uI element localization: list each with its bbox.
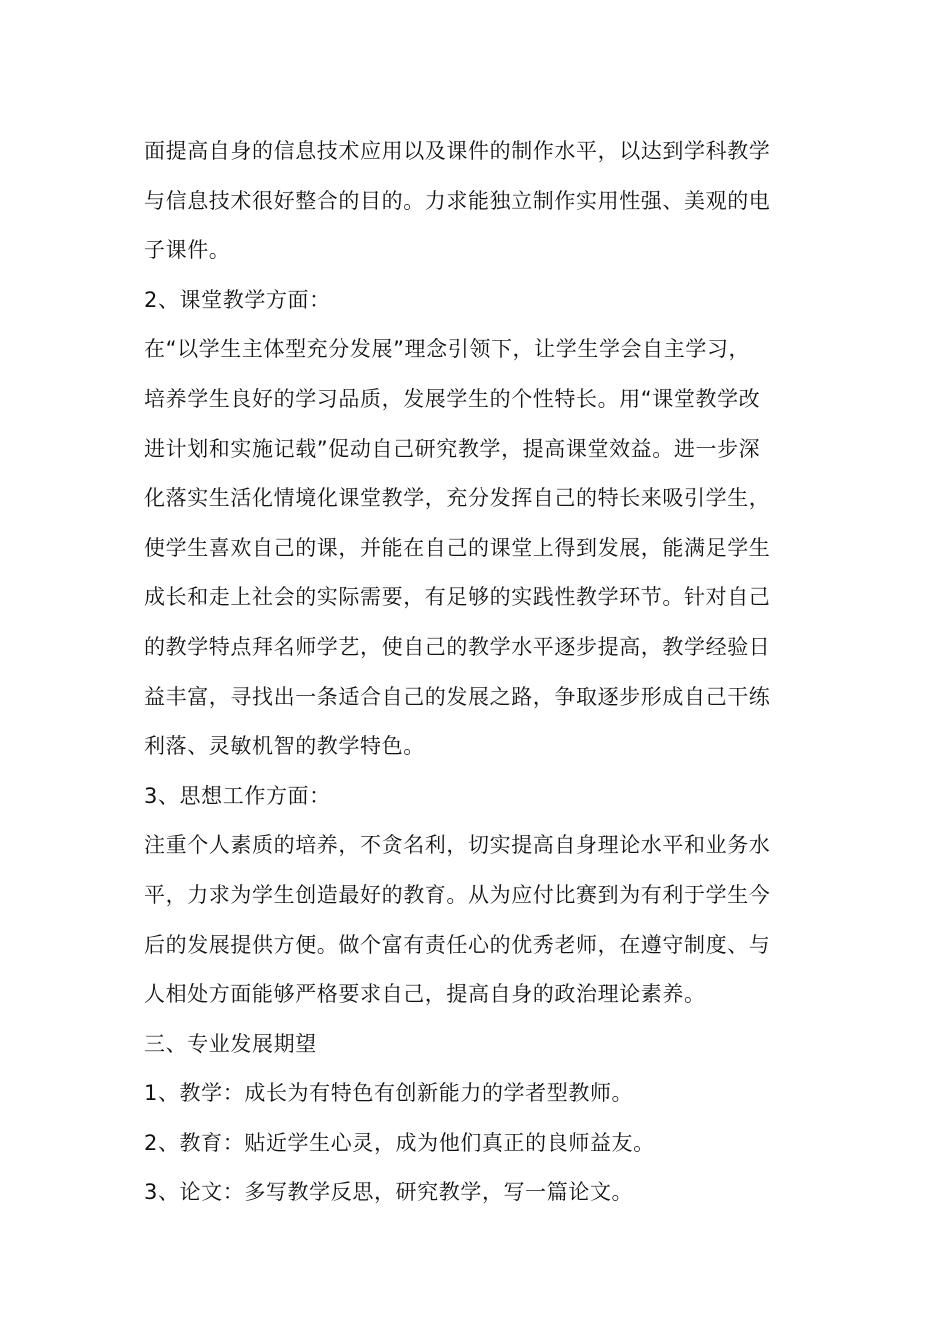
text-line: 与信息技术很好整合的目的。力求能独立制作实用性强、美观的电	[144, 188, 771, 213]
list-item-papers	[144, 1168, 808, 1218]
list-item-teaching	[144, 1069, 808, 1119]
text-line: 培养学生良好的学习品质，发展学生的个性特长。用“课堂教学改	[144, 386, 761, 411]
section-heading-ideological-work	[144, 772, 808, 822]
list-item-text: 2、教育：贴近学生心灵，成为他们真正的良师益友。	[144, 1130, 655, 1155]
text-line: 益丰富，寻找出一条适合自己的发展之路，争取逐步形成自己干练	[144, 684, 771, 709]
section-heading-development-expectation	[144, 1020, 808, 1070]
text-line: 成长和走上社会的实际需要，有足够的实践性教学环节。针对自己	[144, 585, 771, 610]
text-line: 面提高自身的信息技术应用以及课件的制作水平，以达到学科教学	[144, 139, 771, 163]
text-line: 进计划和实施记载”促动自己研究教学，提高课堂效益。进一步深	[144, 436, 761, 461]
text-line: 的教学特点拜名师学艺，使自己的教学水平逐步提高，教学经验日	[144, 634, 771, 659]
text-line: 化落实生活化情境化课堂教学，充分发挥自己的特长来吸引学生，	[144, 486, 771, 511]
heading-text: 三、专业发展期望	[144, 1031, 317, 1056]
paragraph-ideological-work	[144, 821, 808, 1019]
document-body	[144, 127, 808, 1218]
text-line: 人相处方面能够严格要求自己，提高自身的政治理论素养。	[144, 982, 706, 1007]
text-line: 平，力求为学生创造最好的教育。从为应付比赛到为有利于学生今	[144, 882, 771, 907]
text-line: 注重个人素质的培养，不贪名利，切实提高自身理论水平和业务水	[144, 833, 771, 858]
text-line: 子课件。	[144, 238, 231, 263]
section-heading-classroom-teaching	[144, 276, 808, 326]
text-line: 利落、灵敏机智的教学特色。	[144, 734, 425, 759]
paragraph-courseware	[144, 127, 808, 276]
list-item-education	[144, 1119, 808, 1169]
heading-text: 2、课堂教学方面：	[144, 287, 331, 312]
paragraph-classroom-teaching	[144, 325, 808, 771]
list-item-text: 1、教学：成长为有特色有创新能力的学者型教师。	[144, 1081, 634, 1106]
text-line: 使学生喜欢自己的课，并能在自己的课堂上得到发展，能满足学生	[144, 535, 771, 560]
text-line: 后的发展提供方便。做个富有责任心的优秀老师，在遵守制度、与	[144, 932, 771, 957]
text-line: 在“以学生主体型充分发展”理念引领下，让学生学会自主学习，	[144, 337, 751, 362]
list-item-text: 3、论文：多写教学反思，研究教学，写一篇论文。	[144, 1180, 634, 1205]
heading-text: 3、思想工作方面：	[144, 783, 331, 808]
